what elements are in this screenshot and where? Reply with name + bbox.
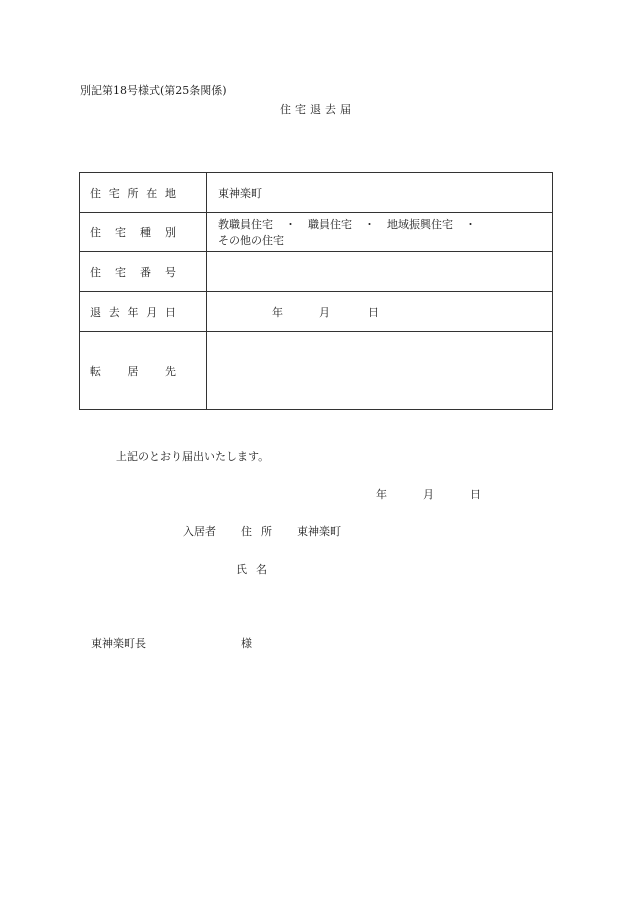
housing-form-table: [79, 172, 553, 410]
label-char: 住: [90, 265, 101, 279]
label-char: 宅: [115, 265, 126, 279]
label-char: 先: [165, 364, 176, 378]
housing-type-option[interactable]: 地域振興住宅: [387, 218, 453, 231]
table-row-moveout-date: [80, 292, 553, 332]
label-char: 月: [146, 305, 158, 319]
label-char: 在: [146, 186, 158, 200]
row-label-type: [90, 224, 176, 240]
label-char: 号: [165, 265, 176, 279]
declaration-statement: 上記のとおり届出いたします。: [116, 450, 270, 463]
label-char: 番: [140, 265, 151, 279]
type-separator: ・: [465, 218, 476, 231]
table-row-number: [80, 252, 553, 292]
submission-day-unit: 日: [470, 488, 481, 501]
year-unit: 年: [272, 305, 283, 319]
type-separator: ・: [364, 218, 375, 231]
housing-number-field[interactable]: [207, 252, 553, 292]
address-value[interactable]: 東神楽町: [297, 525, 341, 538]
name-label: 氏名: [236, 563, 276, 576]
submission-year-unit: 年: [376, 488, 387, 501]
type-separator: ・: [285, 218, 296, 231]
row-label-number: [90, 264, 176, 280]
row-label-location: [90, 185, 176, 201]
new-address-field[interactable]: [207, 332, 553, 410]
label-char: 宅: [115, 226, 126, 239]
submission-month-unit: 月: [423, 488, 434, 501]
day-unit: 日: [368, 305, 379, 319]
label-char: 去: [108, 305, 120, 319]
table-row-new-address: [80, 332, 553, 410]
label-char: 地: [165, 186, 176, 200]
form-number-label: 別記第18号様式(第25条関係): [80, 84, 227, 97]
month-unit: 月: [319, 305, 330, 319]
label-char: 居: [127, 364, 139, 378]
label-char: 退: [90, 305, 101, 319]
row-label-moveout-date: [90, 304, 176, 320]
location-value[interactable]: 東神楽町: [207, 173, 553, 213]
label-char: 種: [140, 226, 151, 239]
label-char: 年: [127, 305, 139, 319]
label-char: 住: [90, 186, 101, 200]
document-title: 住宅退去届: [280, 103, 355, 116]
label-char: 宅: [108, 186, 120, 200]
label-char: 住: [90, 226, 101, 239]
housing-type-option[interactable]: 職員住宅: [308, 218, 352, 231]
address-label: 住所: [241, 525, 281, 538]
label-char: 日: [165, 305, 176, 319]
row-label-new-address: [90, 363, 176, 379]
label-char: 別: [165, 226, 176, 239]
moveout-date-field[interactable]: [207, 292, 553, 332]
housing-type-option[interactable]: 教職員住宅: [218, 218, 273, 231]
label-char: 転: [90, 364, 101, 378]
housing-type-options: [207, 213, 553, 252]
label-char: 所: [127, 186, 139, 200]
honorific: 様: [241, 637, 252, 650]
resident-label: 入居者: [183, 525, 216, 538]
table-row-type: [80, 213, 553, 252]
housing-type-option[interactable]: その他の住宅: [218, 234, 284, 247]
table-row-location: [80, 173, 553, 213]
addressee: 東神楽町長: [91, 637, 146, 650]
